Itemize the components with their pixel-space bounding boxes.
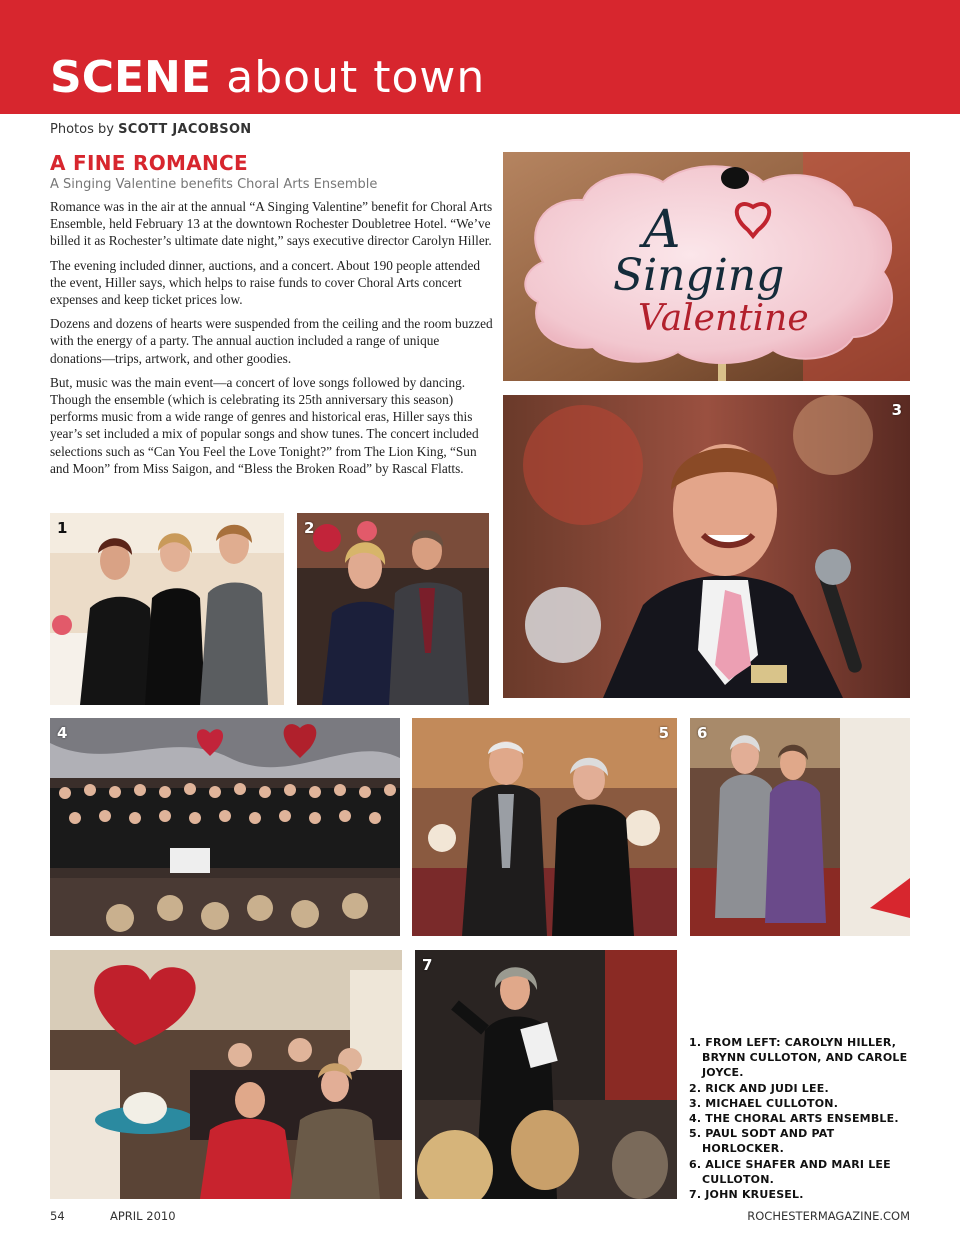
photo-credit bbox=[50, 122, 252, 137]
photo-auction-crowd bbox=[50, 950, 402, 1199]
section-title-bold: SCENE bbox=[50, 52, 211, 103]
caption-item: 3. MICHAEL CULLOTON. bbox=[689, 1096, 839, 1110]
photo-captions bbox=[689, 1035, 914, 1202]
photo-4-graphic bbox=[50, 718, 400, 936]
story-paragraph: Dozens and dozens of hearts were suspended from the ceiling and the room buzzed with the energy of a party. The annual auction included a range of unique donations—trips, artwork, and other goodies. bbox=[50, 316, 493, 366]
photo-crowd-graphic bbox=[50, 950, 402, 1199]
caption-item: 5. PAUL SODT AND PAT HORLOCKER. bbox=[689, 1127, 835, 1156]
page-header bbox=[0, 0, 960, 114]
photo-number-6: 6 bbox=[697, 724, 708, 742]
photographer-name: SCOTT JACOBSON bbox=[118, 122, 252, 137]
caption-item: 1. FROM LEFT: CAROLYN HILLER, BRYNN CULLOTON, AND CAROLE JOYCE. bbox=[689, 1036, 908, 1080]
sign-text-a: A bbox=[643, 200, 681, 260]
photo-4-choral-ensemble bbox=[50, 718, 400, 936]
magazine-website: ROCHESTERMAGAZINE.COM bbox=[747, 1209, 910, 1223]
story-subtitle: A Singing Valentine benefits Choral Arts Ensemble bbox=[50, 177, 378, 192]
page-number: 54 bbox=[50, 1209, 65, 1223]
photo-5-graphic bbox=[412, 718, 677, 936]
caption-item: 2. RICK AND JUDI LEE. bbox=[689, 1081, 829, 1095]
photo-number-3: 3 bbox=[891, 401, 902, 419]
issue-date: APRIL 2010 bbox=[110, 1209, 176, 1223]
photo-number-5: 5 bbox=[658, 724, 669, 742]
story-title: A FINE ROMANCE bbox=[50, 151, 248, 175]
section-title-light: about town bbox=[226, 52, 486, 103]
caption-item: 4. THE CHORAL ARTS ENSEMBLE. bbox=[689, 1112, 899, 1126]
photo-3-graphic bbox=[503, 395, 910, 698]
story-body bbox=[50, 198, 493, 484]
story-paragraph: Romance was in the air at the annual “A Singing Valentine” benefit for Choral Arts Ensemble, held February 13 at the downtown Rochester Doubletree Hotel. “We’ve billed it as Rochester’s ultimate date night,” says executive director Carolyn Hiller. bbox=[50, 199, 493, 249]
caption-item: 6. ALICE SHAFER AND MARI LEE CULLOTON. bbox=[689, 1157, 891, 1186]
photo-5-paul-sodt-pat-horlocker bbox=[412, 718, 677, 936]
sign-text-valentine: Valentine bbox=[638, 298, 809, 339]
photo-number-4: 4 bbox=[57, 724, 68, 742]
photo-7-graphic bbox=[415, 950, 677, 1199]
photo-number-7: 7 bbox=[422, 956, 433, 974]
photo-1-three-women bbox=[50, 513, 284, 705]
caption-item: 7. JOHN KRUESEL. bbox=[689, 1188, 804, 1202]
story-paragraph: The evening included dinner, auctions, and a concert. About 190 people attended the event, Hiller says, which helps to raise funds to cover Choral Arts concert expenses and keep ticket prices low. bbox=[50, 257, 480, 308]
photo-valentine-sign bbox=[503, 152, 910, 381]
photo-6-graphic bbox=[690, 718, 910, 936]
photo-1-graphic bbox=[50, 513, 284, 705]
photo-2-graphic bbox=[297, 513, 489, 705]
photo-number-2: 2 bbox=[304, 519, 315, 537]
photo-3-michael-culloton bbox=[503, 395, 910, 698]
section-title bbox=[50, 50, 485, 106]
sign-text-singing: Singing bbox=[613, 250, 785, 301]
photo-number-1: 1 bbox=[57, 519, 68, 537]
photo-2-rick-judi-lee bbox=[297, 513, 489, 705]
photo-6-alice-shafer-mari-lee-culloton bbox=[690, 718, 910, 936]
valentine-sign-graphic bbox=[503, 152, 910, 381]
photo-7-john-kruesel bbox=[415, 950, 677, 1199]
story-paragraph: But, music was the main event—a concert of love songs followed by dancing. Though the ensemble (which is celebrating its 25th anniversary this season) performs music from a wide range of genres and historical eras, Hiller says this year’s set included a mix of popular songs and show tunes. The concert included selections such as “Can You Feel the Love Tonight?” from The Lion King, “Sun and Moon” from Miss Saigon, and “Bless the Broken Road” by Rascal Flatts. bbox=[50, 374, 479, 476]
photo-credit-prefix: Photos by bbox=[50, 122, 114, 137]
